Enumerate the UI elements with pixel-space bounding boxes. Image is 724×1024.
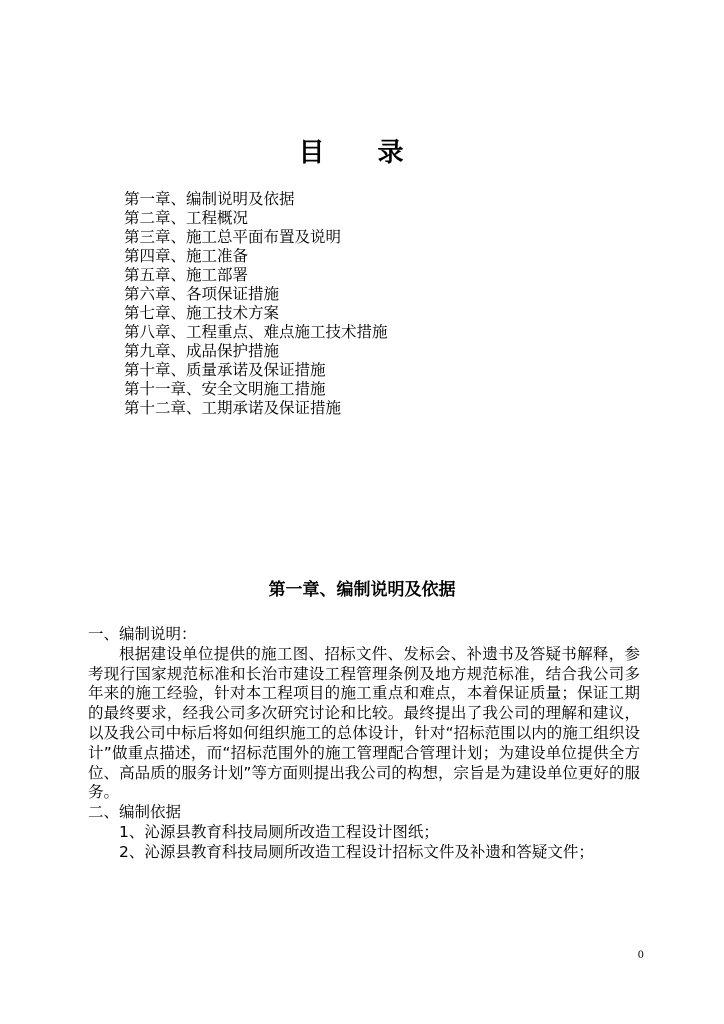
toc-item: 第六章、各项保证措施 bbox=[124, 285, 280, 303]
toc-item: 第四章、施工准备 bbox=[124, 247, 249, 265]
toc-item: 第十二章、工期承诺及保证措施 bbox=[124, 399, 342, 417]
chapter-title: 第一章、编制说明及依据 bbox=[268, 580, 456, 600]
toc-item: 第九章、成品保护措施 bbox=[124, 342, 280, 360]
toc-item: 第七章、施工技术方案 bbox=[124, 304, 280, 322]
compilation-notes-paragraph: 根据建设单位提供的施工图、招标文件、发标会、补遗书及答疑书解释，参考现行国家规范标准和长治市建设工程管理条例及地方规范标准，结合我公司多年来的施工经验，针对本工程项目的施工重点和难点，本着保证质量；保证工期的最终要求，经我公司多次研究讨论和比较。最终提出了我公司的理解和建议，以及我公司中标后将如何组织施工的总体设计，针对“招标范围以内的施工组织设计”做重点描述，而“招标范围外的施工管理配合管理计划；为建设单位提供全方位、高品质的服务计划”等方面则提出我公司的构想，宗旨是为建设单位更好的服务。 bbox=[88, 644, 640, 802]
toc-item: 第五章、施工部署 bbox=[124, 266, 249, 284]
toc-list bbox=[124, 190, 388, 418]
page-number: 0 bbox=[637, 950, 644, 961]
toc-item: 第十章、质量承诺及保证措施 bbox=[124, 361, 326, 379]
chapter-body bbox=[88, 625, 640, 863]
toc-item: 第八章、工程重点、难点施工技术措施 bbox=[124, 323, 388, 341]
section-heading-compilation-basis: 二、编制依据 bbox=[88, 803, 182, 822]
toc-title: 目 录 bbox=[298, 138, 426, 168]
toc-item: 第三章、施工总平面布置及说明 bbox=[124, 228, 342, 246]
basis-list-item: 2、沁源县教育科技局厕所改造工程设计招标文件及补遗和答疑文件； bbox=[119, 842, 594, 861]
basis-list-item: 1、沁源县教育科技局厕所改造工程设计图纸； bbox=[119, 822, 439, 841]
toc-item: 第二章、工程概况 bbox=[124, 209, 249, 227]
toc-item: 第十一章、安全文明施工措施 bbox=[124, 380, 326, 398]
toc-item: 第一章、编制说明及依据 bbox=[124, 190, 295, 208]
section-heading-compilation-notes: 一、编制说明： bbox=[88, 625, 197, 643]
